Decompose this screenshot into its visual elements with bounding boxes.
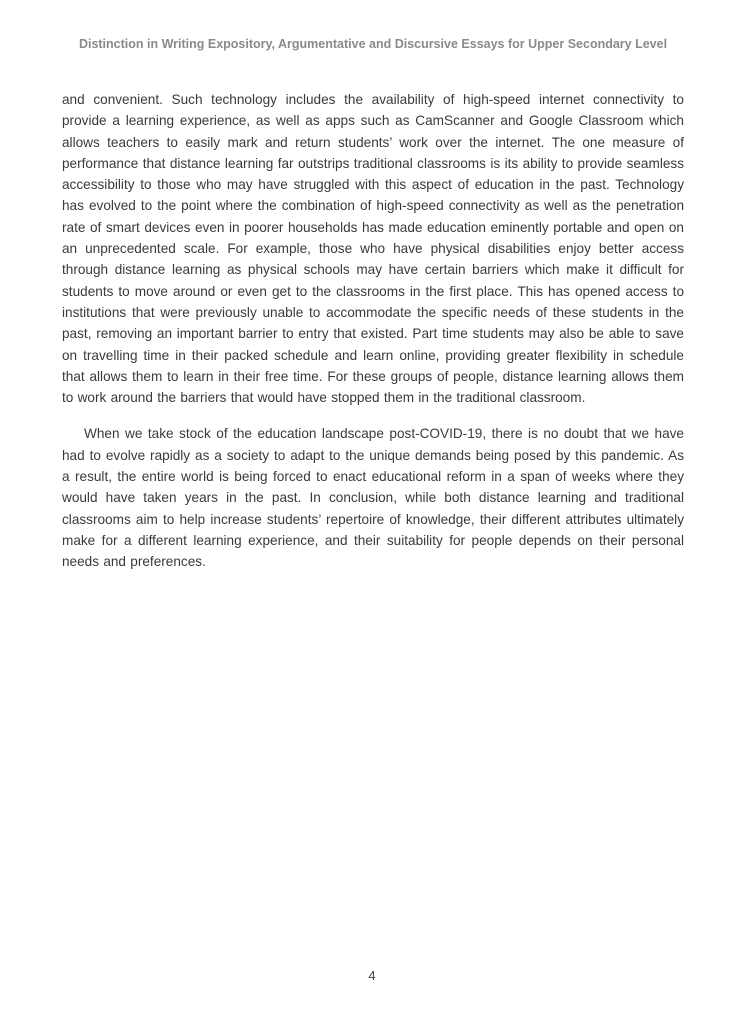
page-number: 4 bbox=[368, 968, 376, 983]
running-header: Distinction in Writing Expository, Argumentative and Discursive Essays for Upper Secondary Level bbox=[78, 37, 668, 51]
body-paragraph-2: When we take stock of the education landscape post-COVID-19, there is no doubt that we have had to evolve rapidly as a society to adapt to the unique demands being posed by this pandemic. As a result, the entire world is being forced to enact educational reform in a span of weeks where they would have taken years in the past. In conclusion, while both distance learning and traditional classrooms aim to help increase students’ repertoire of knowledge, their different attributes ultimately make for a different learning experience, and their suitability for people depends on their personal needs and preferences. bbox=[62, 426, 684, 570]
body-paragraph-1: and convenient. Such technology includes the availability of high-speed internet connectivity to provide a learning experience, as well as apps such as CamScanner and Google Classroom which allows teachers to easily mark and return students’ work over the internet. The one measure of performance that distance learning far outstrips traditional classrooms is its ability to provide seamless accessibility to those who may have struggled with this aspect of education in the past. Technology has evolved to the point where the combination of high-speed connectivity as well as the penetration rate of smart devices even in poorer households has made education eminently portable and open on an unprecedented scale. For example, those who have physical disabilities enjoy better access through distance learning as physical schools may have certain barriers which make it difficult for students to move around or even get to the classrooms in the first place. This has opened access to institutions that were previously unable to accommodate the specific needs of these students in the past, removing an important barrier to entry that existed. Part time students may also be able to save on travelling time in their packed schedule and learn online, providing greater flexibility in schedule that allows them to learn in their free time. For these groups of people, distance learning allows them to work around the barriers that would have stopped them in the traditional classroom. bbox=[62, 92, 684, 406]
page-body bbox=[0, 89, 744, 573]
